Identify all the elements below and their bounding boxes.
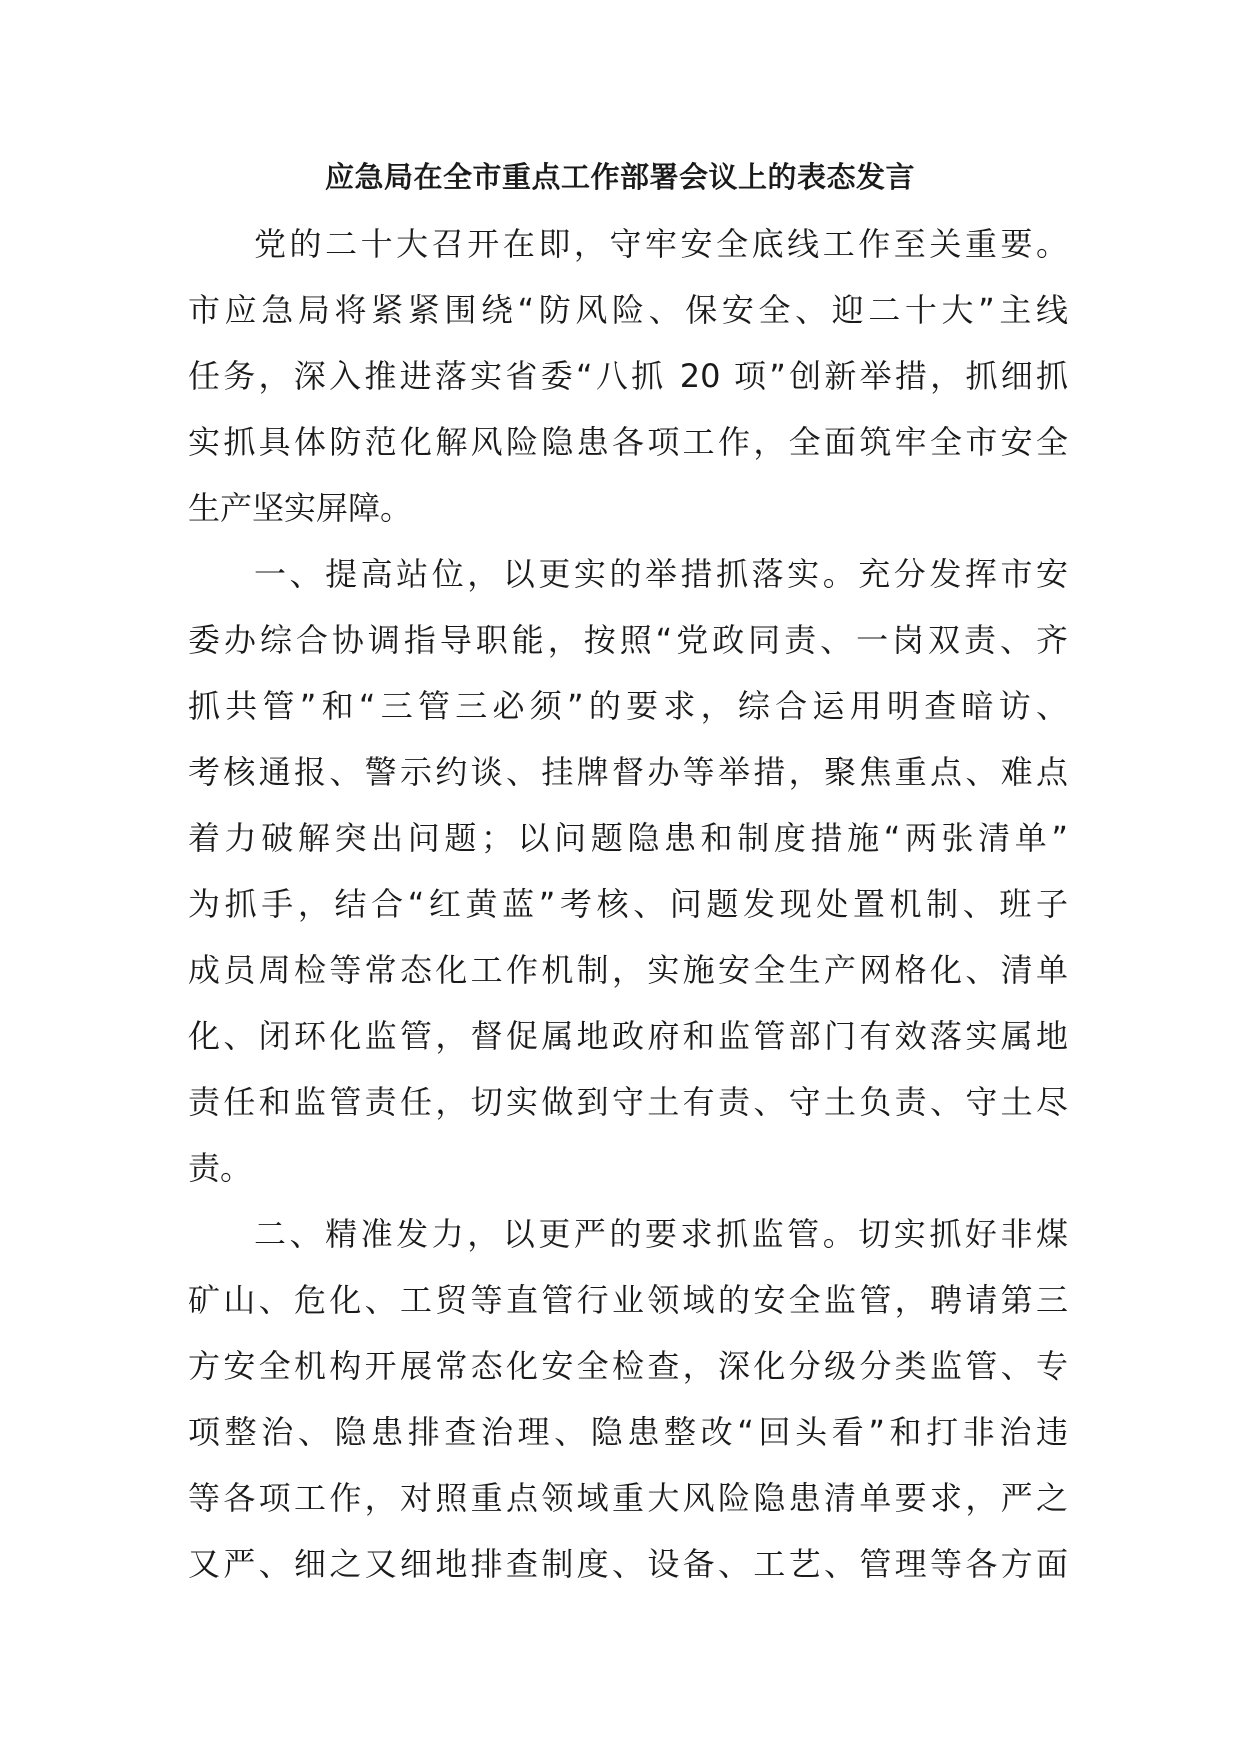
text-line: 一、提高站位，以更实的举措抓落实。充分发挥市安 [254,555,1068,593]
text-line: 考核通报、警示约谈、挂牌督办等举措，聚焦重点、难点 [188,753,1068,791]
text-line: 方安全机构开展常态化安全检查，深化分级分类监管、专 [188,1347,1068,1385]
text-line: 化、闭环化监管，督促属地政府和监管部门有效落实属地 [188,1017,1068,1055]
text-line: 责。 [188,1149,253,1187]
text-line: 实抓具体防范化解风险隐患各项工作，全面筑牢全市安全 [188,423,1068,461]
document-title: 应急局在全市重点工作部署会议上的表态发言 [324,160,915,194]
text-line: 责任和监管责任，切实做到守土有责、守土负责、守土尽 [188,1083,1068,1121]
text-line: 着力破解突出问题；以问题隐患和制度措施“两张清单” [188,819,1068,857]
text-line: 为抓手，结合“红黄蓝”考核、问题发现处置机制、班子 [188,885,1068,923]
document-body [188,211,1068,1597]
paragraph-intro [188,211,1068,541]
text-line: 市应急局将紧紧围绕“防风险、保安全、迎二十大”主线 [188,291,1068,329]
text-line: 又严、细之又细地排查制度、设备、工艺、管理等各方面 [188,1545,1068,1583]
text-line: 矿山、危化、工贸等直管行业领域的安全监管，聘请第三 [188,1281,1068,1319]
text-line: 抓共管”和“三管三必须”的要求，综合运用明查暗访、 [188,687,1068,725]
text-line: 任务，深入推进落实省委“八抓 20 项”创新举措，抓细抓 [188,357,1068,395]
text-line: 项整治、隐患排查治理、隐患整改“回头看”和打非治违 [188,1413,1068,1451]
text-line: 等各项工作，对照重点领域重大风险隐患清单要求，严之 [188,1479,1068,1517]
paragraph-section-1 [188,541,1068,1201]
paragraph-section-2 [188,1201,1068,1597]
text-line: 成员周检等常态化工作机制，实施安全生产网格化、清单 [188,951,1068,989]
text-line: 党的二十大召开在即，守牢安全底线工作至关重要。 [254,225,1068,263]
text-line: 生产坚实屏障。 [188,489,413,527]
text-line: 二、精准发力，以更严的要求抓监管。切实抓好非煤 [254,1215,1068,1253]
text-line: 委办综合协调指导职能，按照“党政同责、一岗双责、齐 [188,621,1068,659]
